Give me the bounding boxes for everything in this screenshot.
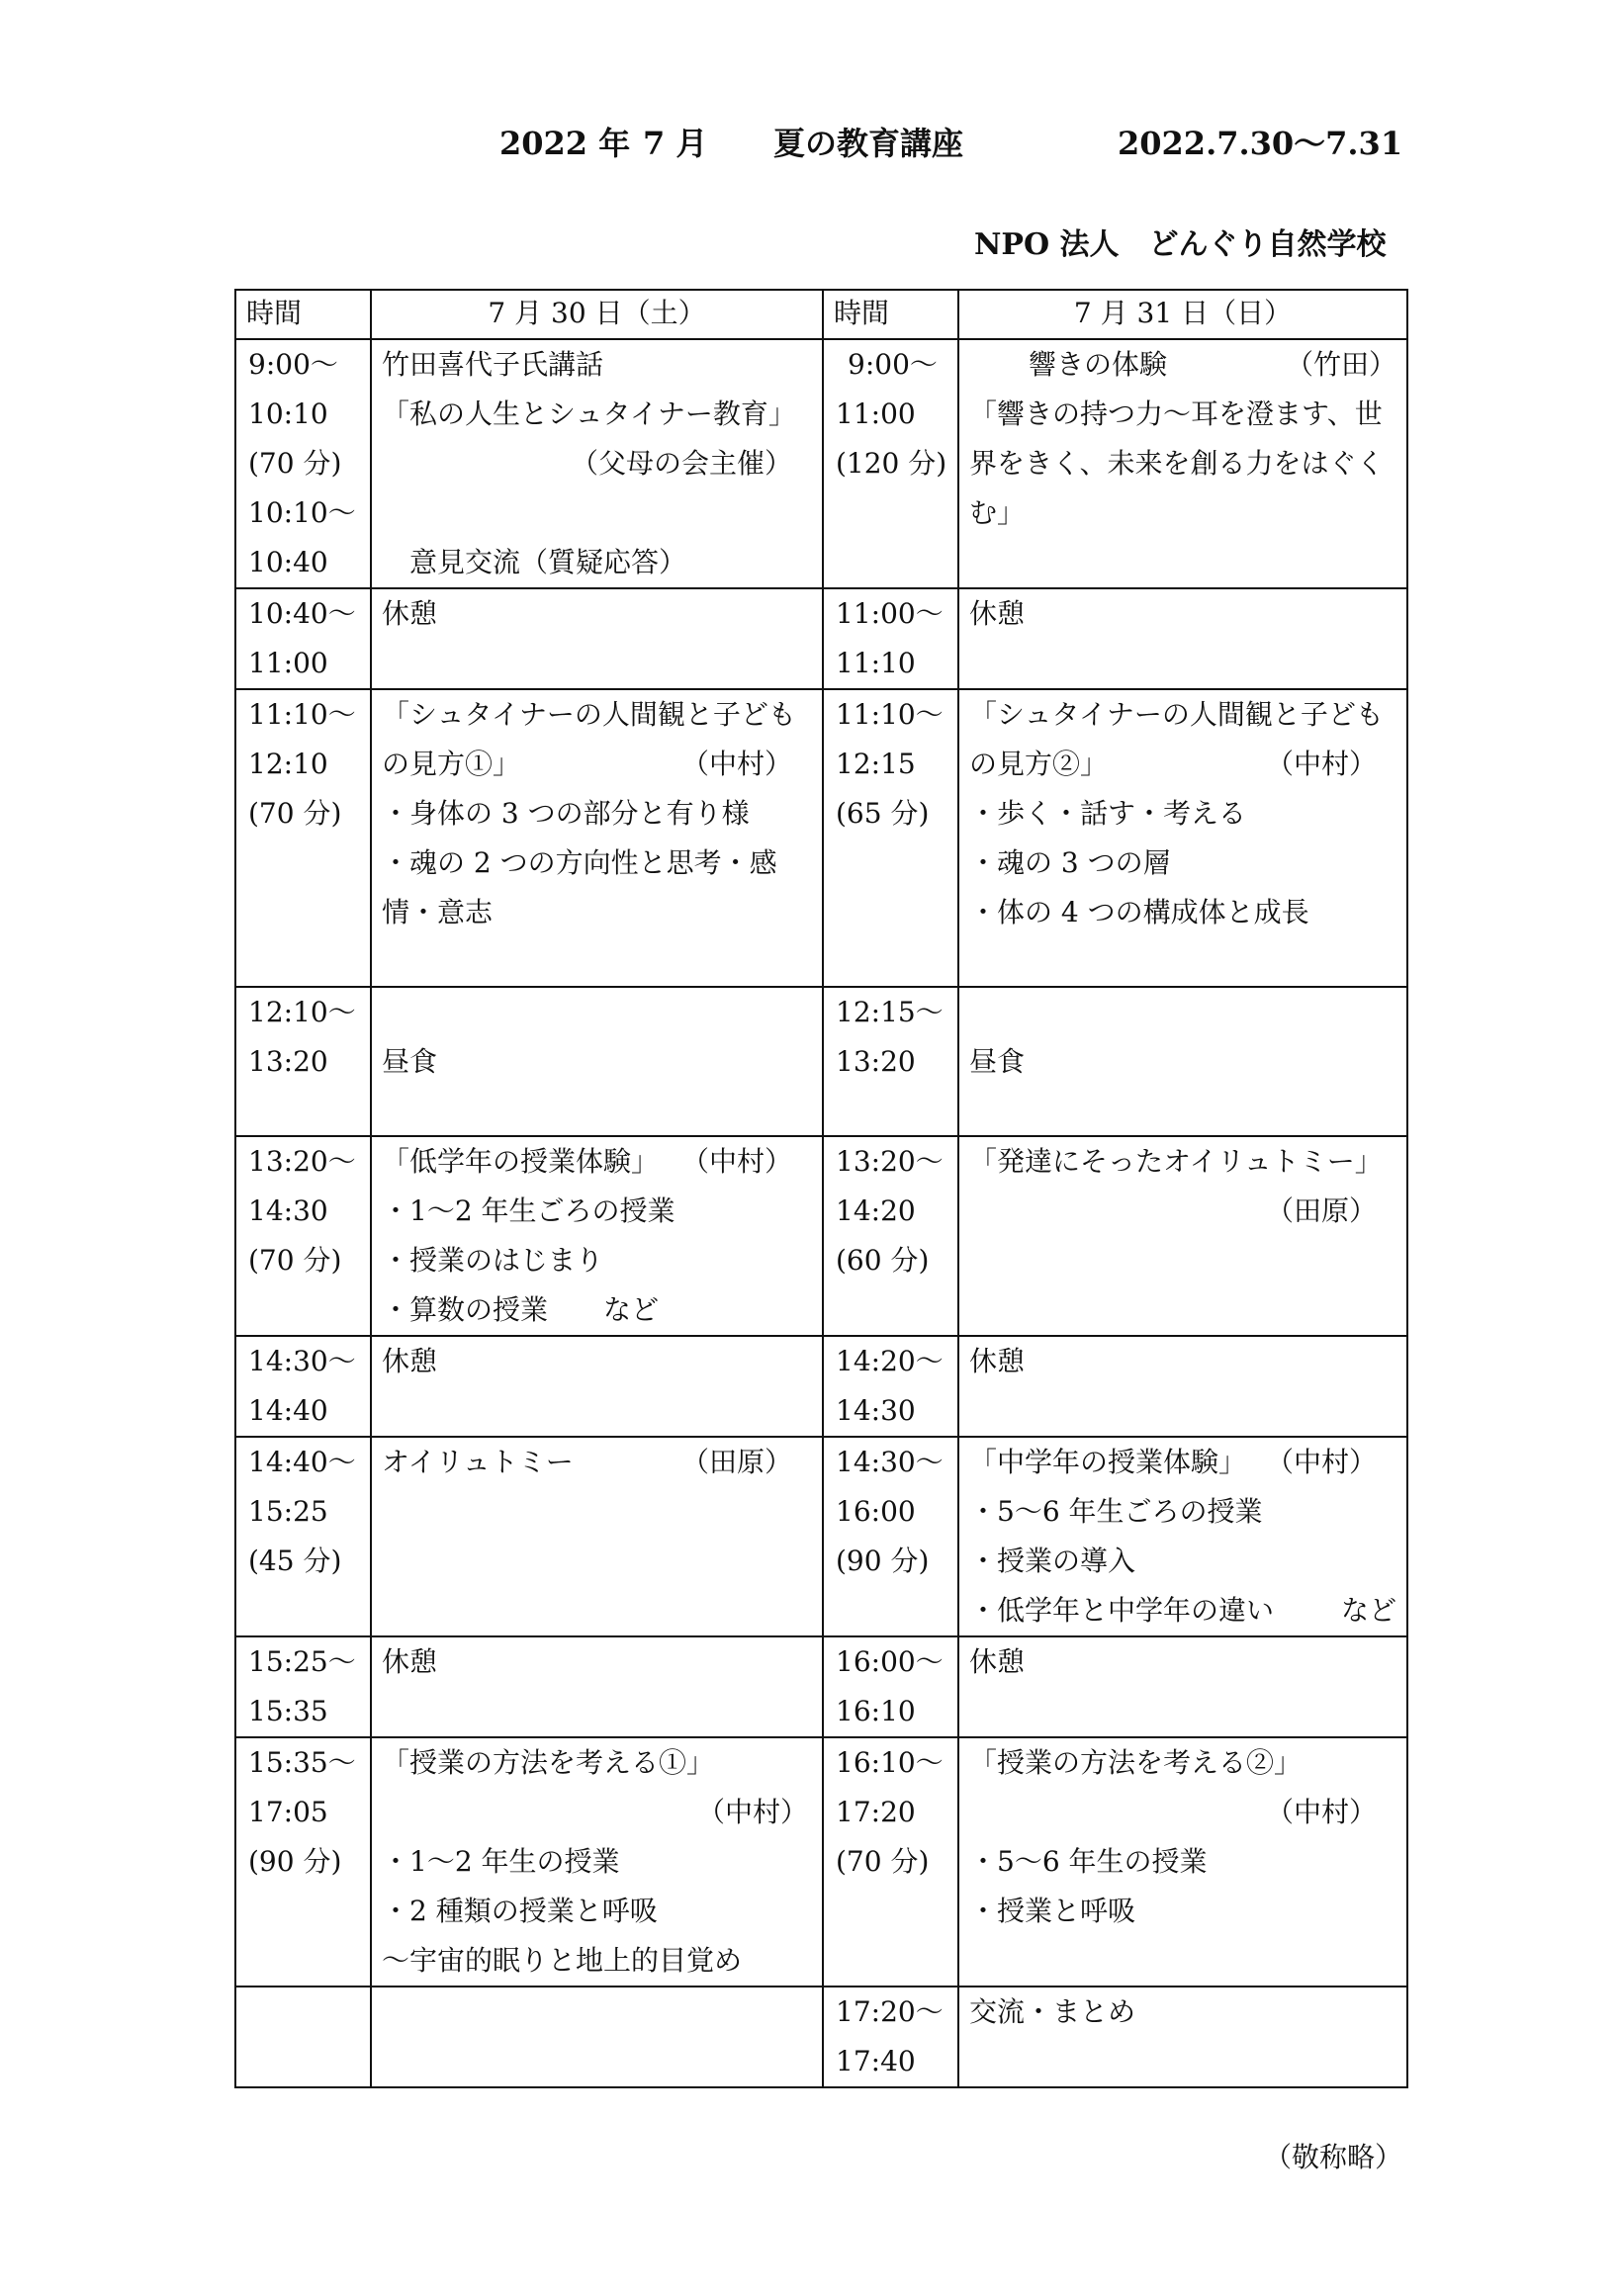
time-cell: 16:10〜 17:20 (70 分) bbox=[823, 1737, 958, 1987]
title-month: 7 月 bbox=[643, 125, 708, 162]
time-cell: 14:20〜 14:30 bbox=[823, 1336, 958, 1437]
time-cell: 9:00〜 11:00 (120 分) bbox=[823, 339, 958, 588]
session-cell: 竹田喜代子氏講話 「私の人生とシュタイナー教育」 （父母の会主催） 意見交流（質疑応答） bbox=[371, 339, 823, 588]
session-cell: 「シュタイナーの人間観と子ども の見方②」 （中村） ・歩く・話す・考える ・魂の 3 つの層 ・体の 4 つの構成体と成長 bbox=[958, 689, 1407, 987]
time-cell: 14:30〜 14:40 bbox=[235, 1336, 371, 1437]
time-cell: 15:25〜 15:35 bbox=[235, 1636, 371, 1737]
session-cell: 「授業の方法を考える①」 （中村） ・1〜2 年生の授業 ・2 種類の授業と呼吸 〜宇宙的眠りと地上的目覚め bbox=[371, 1737, 823, 1987]
time-cell: 16:00〜 16:10 bbox=[823, 1636, 958, 1737]
organizer: NPO 法人 どんぐり自然学校 bbox=[974, 227, 1387, 262]
session-cell: 響きの体験 （竹田） 「響きの持つ力〜耳を澄ます、世界をきく、未来を創る力をはぐくむ」 bbox=[958, 339, 1407, 588]
break-cell: 休憩 bbox=[371, 588, 823, 689]
session-cell: 「中学年の授業体験」 （中村） ・5〜6 年生ごろの授業 ・授業の導入 ・低学年と中学年の違い など bbox=[958, 1437, 1407, 1636]
session-cell: 「授業の方法を考える②」 （中村） ・5〜6 年生の授業 ・授業と呼吸 bbox=[958, 1737, 1407, 1987]
lunch-cell: 昼食 bbox=[958, 987, 1407, 1136]
table-row bbox=[235, 588, 1407, 689]
table-row bbox=[235, 1336, 1407, 1437]
table-row bbox=[235, 1437, 1407, 1636]
break-cell: 休憩 bbox=[958, 588, 1407, 689]
time-cell: 11:10〜 12:10 (70 分) bbox=[235, 689, 371, 987]
time-cell: 14:30〜 16:00 (90 分) bbox=[823, 1437, 958, 1636]
session-cell: 「低学年の授業体験」 （中村） ・1〜2 年生ごろの授業 ・授業のはじまり ・算数の授業 など bbox=[371, 1136, 823, 1336]
title-dates: 2022.7.30〜7.31 bbox=[1118, 125, 1403, 162]
schedule-table bbox=[234, 289, 1408, 2088]
lunch-cell: 昼食 bbox=[371, 987, 823, 1136]
time-cell: 11:00〜 11:10 bbox=[823, 588, 958, 689]
break-cell: 休憩 bbox=[958, 1636, 1407, 1737]
table-header-row bbox=[235, 290, 1407, 339]
table-row bbox=[235, 1136, 1407, 1336]
title-year: 2022 年 bbox=[499, 125, 631, 162]
time-cell: 12:10〜 13:20 bbox=[235, 987, 371, 1136]
time-cell: 17:20〜 17:40 bbox=[823, 1987, 958, 2087]
time-cell: 13:20〜 14:20 (60 分) bbox=[823, 1136, 958, 1336]
footnote: （敬称略） bbox=[1264, 2141, 1403, 2173]
break-cell: 休憩 bbox=[371, 1336, 823, 1437]
title-course-name: 夏の教育講座 bbox=[773, 125, 964, 162]
document-title bbox=[0, 119, 1620, 168]
table-row bbox=[235, 1987, 1407, 2087]
header-time-day1: 時間 bbox=[235, 290, 371, 339]
time-cell bbox=[235, 1987, 371, 2087]
session-cell bbox=[371, 1987, 823, 2087]
session-cell: 「発達にそったオイリュトミー」 （田原） bbox=[958, 1136, 1407, 1336]
session-cell: オイリュトミー （田原） bbox=[371, 1437, 823, 1636]
header-day2: 7 月 31 日（日） bbox=[958, 290, 1407, 339]
table-row bbox=[235, 339, 1407, 588]
time-cell: 10:40〜 11:00 bbox=[235, 588, 371, 689]
break-cell: 休憩 bbox=[371, 1636, 823, 1737]
time-cell: 15:35〜 17:05 (90 分) bbox=[235, 1737, 371, 1987]
time-cell: 9:00〜 10:10 (70 分) 10:10〜 10:40 bbox=[235, 339, 371, 588]
header-time-day2: 時間 bbox=[823, 290, 958, 339]
time-cell: 12:15〜 13:20 bbox=[823, 987, 958, 1136]
session-cell: 「シュタイナーの人間観と子ども の見方①」 （中村） ・身体の 3 つの部分と有り様 ・魂の 2 つの方向性と思考・感情・意志 bbox=[371, 689, 823, 987]
header-day1: 7 月 30 日（土） bbox=[371, 290, 823, 339]
table-row bbox=[235, 689, 1407, 987]
wrapup-cell: 交流・まとめ bbox=[958, 1987, 1407, 2087]
time-cell: 11:10〜 12:15 (65 分) bbox=[823, 689, 958, 987]
table-row bbox=[235, 1737, 1407, 1987]
table-row bbox=[235, 1636, 1407, 1737]
break-cell: 休憩 bbox=[958, 1336, 1407, 1437]
time-cell: 13:20〜 14:30 (70 分) bbox=[235, 1136, 371, 1336]
time-cell: 14:40〜 15:25 (45 分) bbox=[235, 1437, 371, 1636]
table-row bbox=[235, 987, 1407, 1136]
